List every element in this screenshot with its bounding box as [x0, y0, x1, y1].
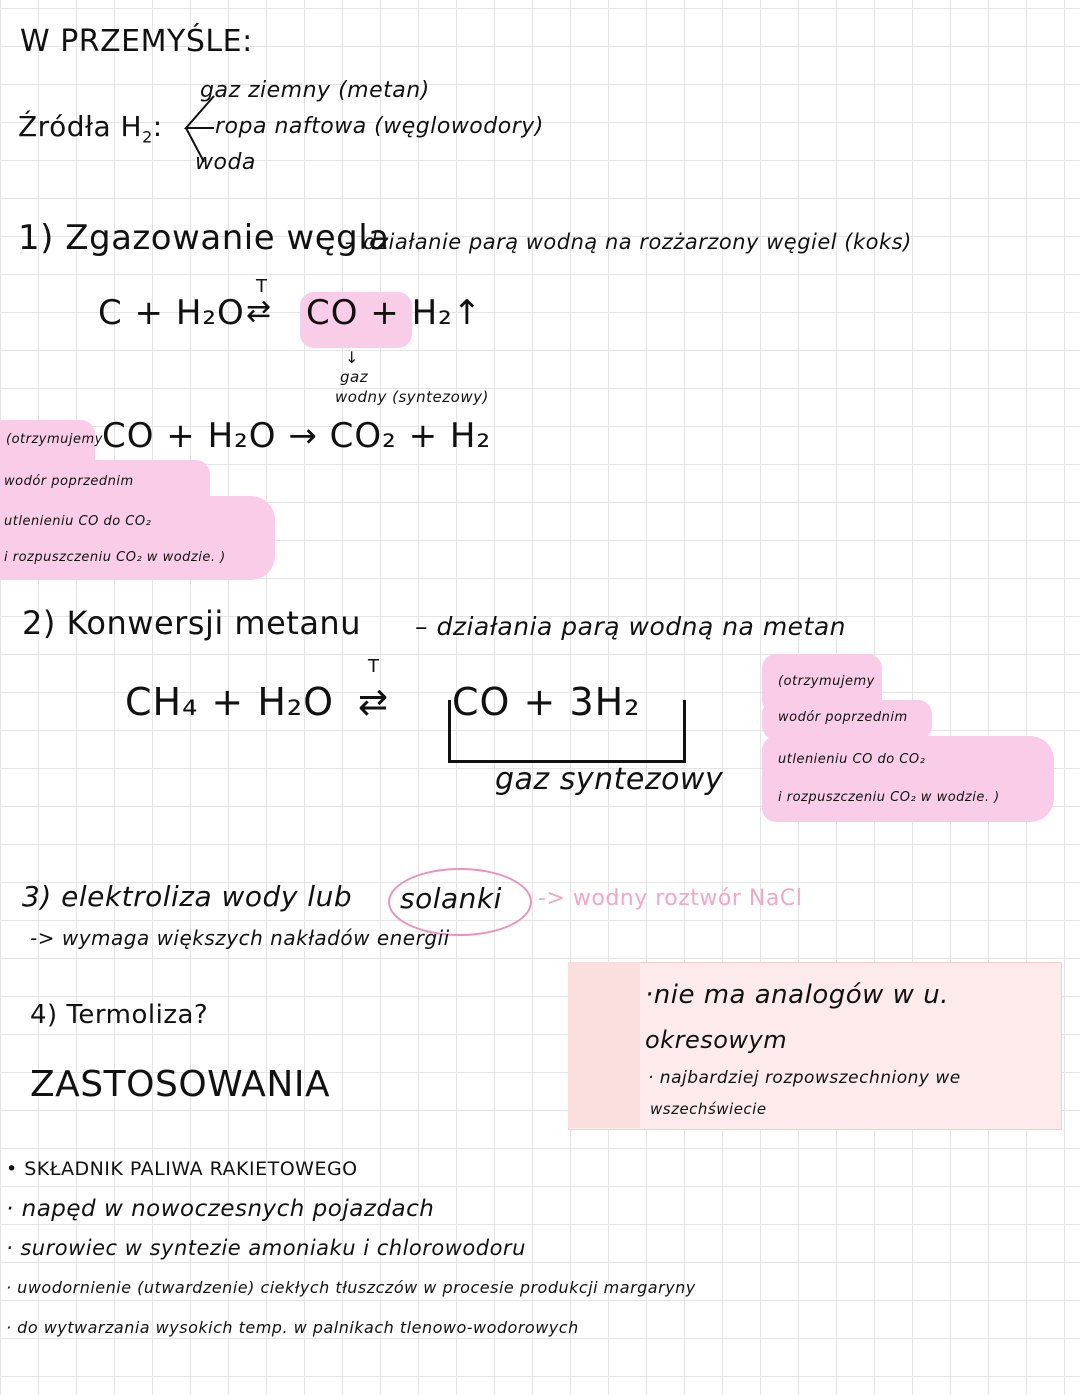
source-item-water: woda [195, 150, 256, 175]
section4-title: 4) Termoliza? [30, 1000, 209, 1030]
eq1-temp-label: T [256, 276, 267, 297]
source-item-oil: ropa naftowa (węglowodory) [215, 114, 544, 139]
sources-label [18, 110, 163, 147]
eq1-right: CO + H₂↑ [306, 293, 483, 333]
note1-line1: (otrzymujemy [6, 432, 103, 447]
sources-label-colon: : [152, 110, 163, 143]
section1-title: 1) Zgazowanie węgla [18, 218, 390, 258]
section2-title: 2) Konwersji metanu [22, 604, 361, 642]
gas-label-line2: wodny (syntezowy) [335, 388, 489, 406]
note1-line4: i rozpuszczeniu CO₂ w wodzie. ) [4, 550, 226, 565]
eq3-arrow: ⇄ [358, 682, 389, 723]
application-item-2: · napęd w nowoczesnych pojazdach [6, 1196, 435, 1222]
side-note-line1: ·nie ma analogów w u. [645, 980, 949, 1010]
note2-line1: (otrzymujemy [778, 674, 875, 689]
section1-desc: – działanie parą wodną na rozżarzony węgiel (koks) [345, 230, 912, 254]
side-note-strip [568, 962, 640, 1128]
note1-line2: wodór poprzednim [4, 474, 134, 489]
note1-line3: utlenieniu CO do CO₂ [4, 514, 152, 529]
eq3-temp-label: T [368, 656, 379, 677]
gas-label-line1: gaz [340, 368, 369, 386]
eq2: CO + H₂O → CO₂ + H₂ [102, 416, 492, 456]
application-item-5: · do wytwarzania wysokich temp. w palnikach tlenowo-wodorowych [6, 1318, 579, 1337]
application-item-1: • SKŁADNIK PALIWA RAKIETOWEGO [6, 1158, 358, 1180]
down-arrow-icon: ↓ [345, 348, 359, 367]
page-title: W PRZEMYŚLE: [20, 24, 253, 59]
section3-text: 3) elektroliza wody lub [22, 880, 353, 913]
syngas-bracket [448, 700, 686, 763]
note2-line4: i rozpuszczeniu CO₂ w wodzie. ) [778, 790, 1000, 805]
eq3-right: CO + 3H₂ [452, 680, 641, 724]
section3-line2: -> wymaga większych nakładów energii [30, 926, 450, 950]
sources-label-sub: 2 [142, 127, 153, 147]
side-note-line3: · najbardziej rozpowszechniony we [648, 1068, 961, 1088]
section3-circled: solanki [400, 882, 502, 915]
eq1-left: C + H₂O [98, 293, 245, 333]
note2-line3: utlenieniu CO do CO₂ [778, 752, 926, 767]
note2-line2: wodór poprzednim [778, 710, 908, 725]
section2-desc: – działania parą wodną na metan [415, 612, 847, 641]
source-item-gas: gaz ziemny (metan) [200, 78, 430, 103]
section3-arrow-note: -> wodny roztwór NaCl [538, 886, 803, 911]
syngas-label: gaz syntezowy [495, 762, 724, 797]
highlight-note1-bottom [0, 496, 275, 580]
application-item-4: · uwodornienie (utwardzenie) ciekłych tłuszczów w procesie produkcji margaryny [6, 1278, 696, 1297]
eq3-left: CH₄ + H₂O [125, 680, 335, 724]
highlight-note2-bottom [762, 736, 1054, 822]
application-item-3: · surowiec w syntezie amoniaku i chlorowodoru [6, 1236, 526, 1260]
eq1-arrow: ⇄ [246, 294, 272, 329]
sources-label-text: Źródła H [18, 110, 143, 143]
side-note-line2: okresowym [645, 1026, 788, 1054]
applications-title: ZASTOSOWANIA [30, 1064, 331, 1105]
side-note-line4: wszechświecie [650, 1100, 767, 1118]
